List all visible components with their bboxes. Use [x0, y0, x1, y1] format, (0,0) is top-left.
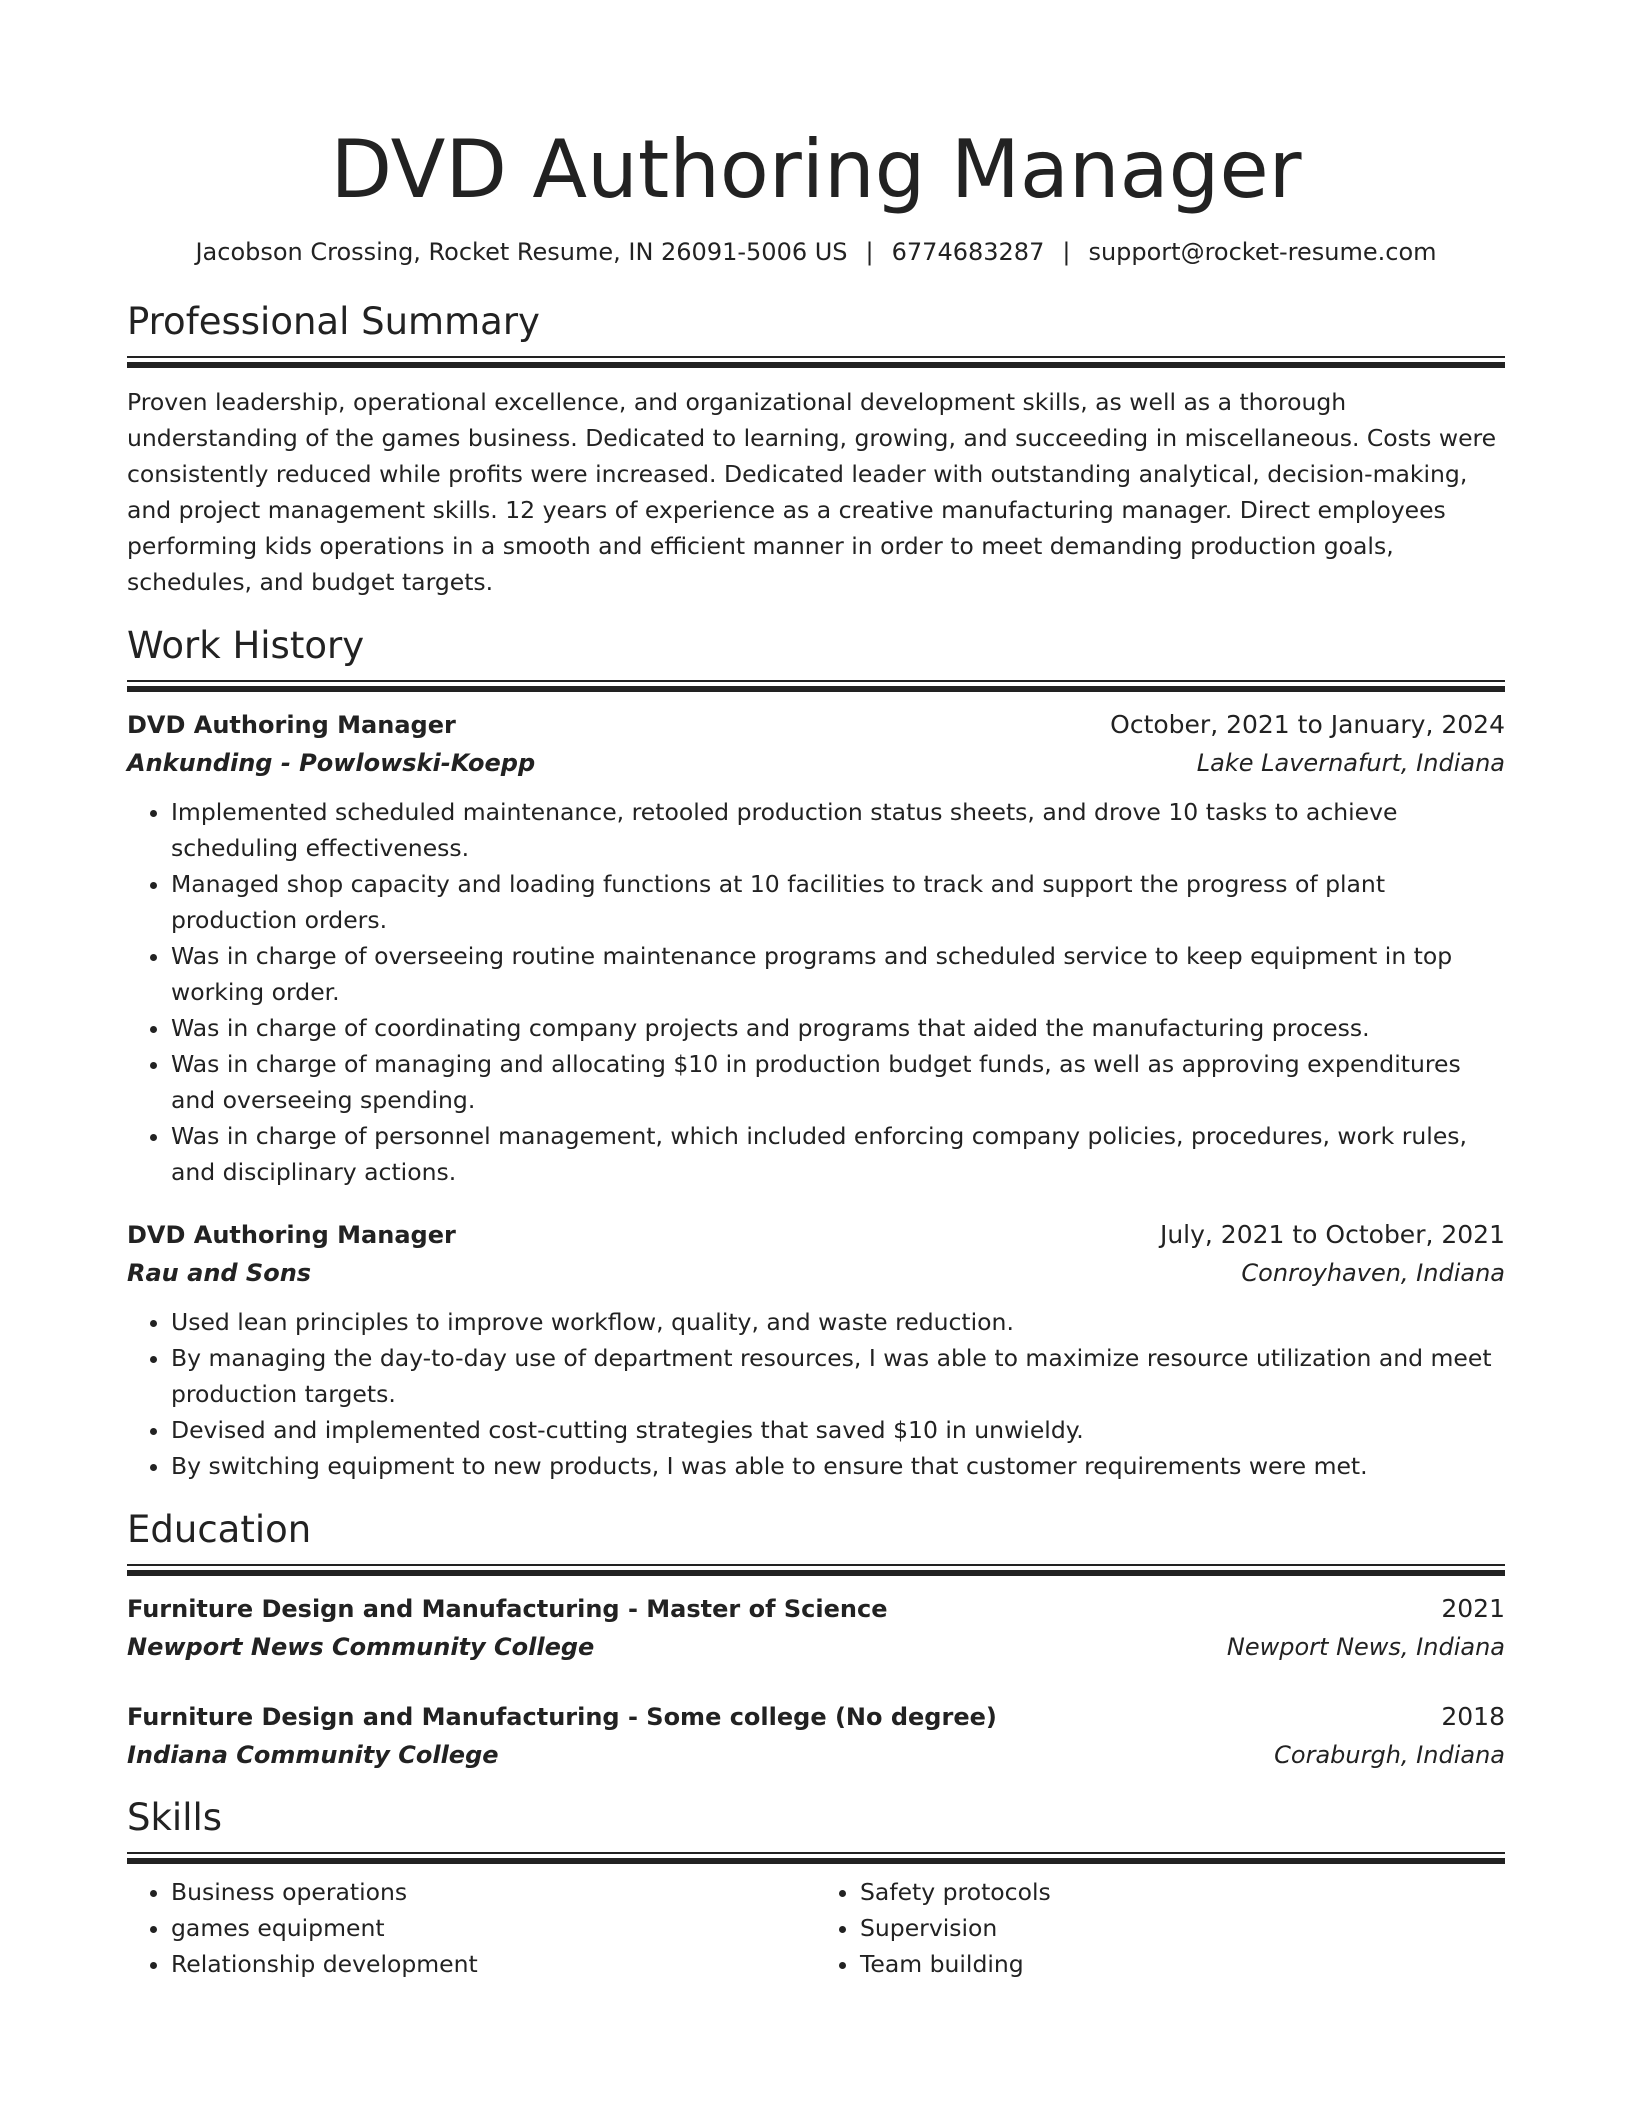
- list-item: • Was in charge of coordinating company projects and programs that aided the manufacturing process.: [171, 1010, 1505, 1046]
- education-entry: [127, 1590, 1505, 1666]
- list-item: • Safety protocols: [860, 1874, 1505, 1910]
- contact-address: Jacobson Crossing, Rocket Resume, IN 26091-5006 US: [195, 238, 848, 266]
- list-item: • Relationship development: [171, 1946, 816, 1982]
- education-school-row: [127, 1736, 1505, 1774]
- job-bullets: [127, 1304, 1505, 1484]
- summary-section: [127, 298, 1505, 600]
- summary-text: Proven leadership, operational excellence, and organizational development skills, as well as a thorough understanding of the games business. Dedicated to learning, growing, and succeeding in miscellaneous. Costs were consistently reduced while profits were increased. Dedicated leader with outstanding analytical, decision-making, and project management skills. 12 years of experience as a creative manufacturing manager. Direct employees performing kids operations in a smooth and efficient manner in order to meet demanding production goals, schedules, and budget targets.: [127, 388, 1497, 596]
- skills-list-left: [127, 1874, 816, 1982]
- education-header-row: [127, 1698, 1505, 1736]
- list-item: • Supervision: [860, 1910, 1505, 1946]
- section-heading-work: Work History: [127, 624, 365, 667]
- skills-columns: [127, 1874, 1505, 1982]
- list-item: • Was in charge of personnel management, which included enforcing company policies, procedures, work rules, and disciplinary actions.: [171, 1118, 1505, 1190]
- education-degree: Furniture Design and Manufacturing - Master of Science: [127, 1595, 888, 1623]
- education-school: Newport News Community College: [127, 1633, 595, 1661]
- job-company-row: [127, 744, 1505, 782]
- list-item: • Business operations: [171, 1874, 816, 1910]
- education-year: 2021: [1441, 1594, 1505, 1623]
- job-bullets: [127, 794, 1505, 1190]
- education-school: Indiana Community College: [127, 1741, 499, 1769]
- resume-title: DVD Authoring Manager: [330, 123, 1302, 216]
- list-item: • Devised and implemented cost-cutting strategies that saved $10 in unwieldy.: [171, 1412, 1505, 1448]
- education-year: 2018: [1441, 1702, 1505, 1731]
- job-company: Ankunding - Powlowski-Koepp: [127, 749, 536, 777]
- section-divider: [127, 356, 1505, 368]
- job-location: Lake Lavernafurt, Indiana: [1196, 749, 1505, 777]
- list-item: • games equipment: [171, 1910, 816, 1946]
- job-company: Rau and Sons: [127, 1259, 312, 1287]
- education-header-row: [127, 1590, 1505, 1628]
- job-company-row: [127, 1254, 1505, 1292]
- job-dates: July, 2021 to October, 2021: [1159, 1220, 1505, 1249]
- list-item: • Was in charge of overseeing routine maintenance programs and scheduled service to keep equipment in top working order.: [171, 938, 1505, 1010]
- contact-line: [127, 236, 1505, 268]
- job-header-row: [127, 706, 1505, 744]
- education-location: Coraburgh, Indiana: [1274, 1741, 1505, 1769]
- contact-email: support@rocket-resume.com: [1088, 238, 1437, 266]
- list-item: • Team building: [860, 1946, 1505, 1982]
- job-location: Conroyhaven, Indiana: [1241, 1259, 1505, 1287]
- contact-phone: 6774683287: [891, 238, 1045, 266]
- list-item: • By switching equipment to new products, I was able to ensure that customer requirements were met.: [171, 1448, 1505, 1484]
- education-degree: Furniture Design and Manufacturing - Some college (No degree): [127, 1703, 997, 1731]
- job-entry: [127, 1216, 1505, 1484]
- section-heading-education: Education: [127, 1508, 312, 1551]
- list-item: • Was in charge of managing and allocating $10 in production budget funds, as well as approving expenditures and overseeing spending.: [171, 1046, 1505, 1118]
- job-title: DVD Authoring Manager: [127, 711, 456, 739]
- job-title: DVD Authoring Manager: [127, 1221, 456, 1249]
- education-location: Newport News, Indiana: [1226, 1633, 1505, 1661]
- list-item: • Managed shop capacity and loading functions at 10 facilities to track and support the progress of plant production orders.: [171, 866, 1505, 938]
- education-school-row: [127, 1628, 1505, 1666]
- section-heading-skills: Skills: [127, 1796, 223, 1839]
- contact-separator: |: [865, 238, 874, 266]
- list-item: • Used lean principles to improve workflow, quality, and waste reduction.: [171, 1304, 1505, 1340]
- section-heading-summary: Professional Summary: [127, 300, 540, 343]
- skills-section: [127, 1794, 1505, 1982]
- job-header-row: [127, 1216, 1505, 1254]
- contact-separator: |: [1062, 238, 1071, 266]
- education-entry: [127, 1698, 1505, 1774]
- education-section: [127, 1506, 1505, 1774]
- section-divider: [127, 680, 1505, 692]
- job-entry: [127, 706, 1505, 1190]
- section-divider: [127, 1852, 1505, 1864]
- list-item: • By managing the day-to-day use of department resources, I was able to maximize resource utilization and meet production targets.: [171, 1340, 1505, 1412]
- section-divider: [127, 1564, 1505, 1576]
- work-section: [127, 622, 1505, 1484]
- list-item: • Implemented scheduled maintenance, retooled production status sheets, and drove 10 tasks to achieve scheduling effectiveness.: [171, 794, 1505, 866]
- job-dates: October, 2021 to January, 2024: [1110, 710, 1505, 739]
- skills-list-right: [816, 1874, 1505, 1982]
